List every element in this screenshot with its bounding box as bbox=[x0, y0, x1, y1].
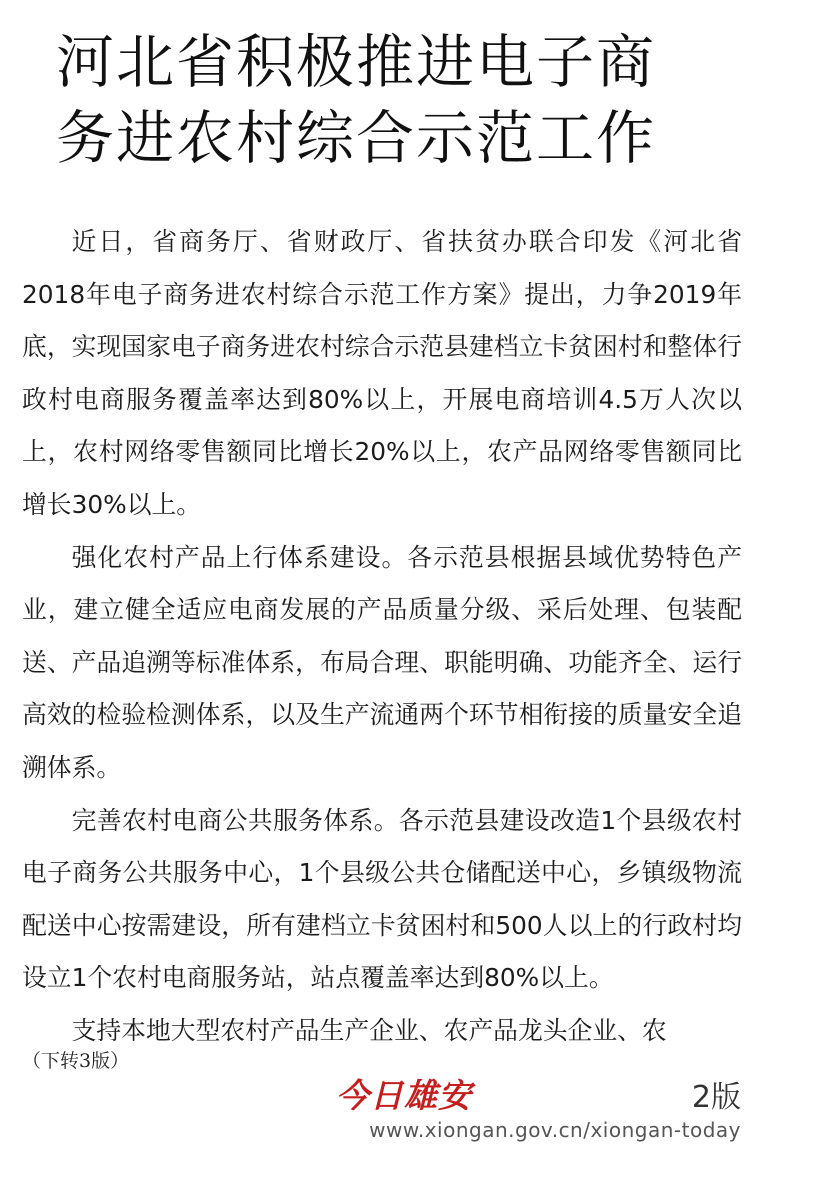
headline bbox=[56, 24, 796, 176]
article-body bbox=[22, 216, 742, 1058]
paragraph-enterprise-support: 支持本地大型农村产品生产企业、农产品龙头企业、农 bbox=[71, 1015, 667, 1045]
masthead-logo: 今日雄安 bbox=[336, 1076, 472, 1115]
paragraph-public-service: 完善农村电商公共服务体系。各示范县建设改造1个县级农村电子商务公共服务中心，1个县级公共仓储配送中心，乡镇级物流配送中心按需建设，所有建档立卡贫困村和500人以上的行政村均设立1个农村电商服务站，站点覆盖率达到80%以上。 bbox=[22, 805, 742, 993]
headline-line-1: 河北省积极推进电子商 bbox=[56, 28, 657, 96]
page-number: 2版 bbox=[691, 1080, 741, 1115]
continued-note: （下转3版） bbox=[22, 1050, 130, 1072]
paragraph-product-system: 强化农村产品上行体系建设。各示范县根据县域优势特色产业，建立健全适应电商发展的产品质量分级、采后处理、包装配送、产品追溯等标准体系，布局合理、职能明确、功能齐全、运行高效的检验检测体系，以及生产流通两个环节相衔接的质量安全追溯体系。 bbox=[22, 542, 742, 782]
site-url[interactable]: www.xiongan.gov.cn/xiongan-today bbox=[369, 1118, 741, 1142]
paragraph-intro: 近日，省商务厅、省财政厅、省扶贫办联合印发《河北省2018年电子商务进农村综合示范工作方案》提出，力争2019年底，实现国家电子商务进农村综合示范县建档立卡贫困村和整体行政村电商服务覆盖率达到80%以上，开展电商培训4.5万人次以上，农村网络零售额同比增长20%以上，农产品网络零售额同比增长30%以上。 bbox=[22, 227, 742, 519]
headline-line-2: 务进农村综合示范工作 bbox=[56, 104, 657, 172]
